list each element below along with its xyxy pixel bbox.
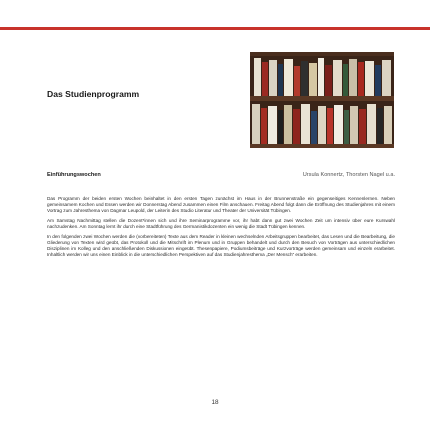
page-number: 18: [211, 399, 219, 406]
body-paragraph: In den folgenden zwei Wochen werden die (vorbereiteten) Texte aus dem Reader in kleinen wechselnden Arbeitsgruppen bearbeitet, das Lesen und die Bearbeitung, die Gliederung von Texten wird geübt, das Protokoll und die Mitschrift im Plenum und in Gruppen behandelt und durch den Besuch von Vorträgen aus unterschiedlichen Disziplinen im Kolleg und den anschließenden Diskussionen eingeübt. Thesenpapiere, Podiumsbeiträge und Kurzvorträge werden gemeinsam und einzeln erarbeitet. Inhaltlich werden wir uns einen Einblick in die unterschiedlichen Perspektiven auf das Studienjahresthema „Der Mensch“ erarbeiten.: [47, 233, 395, 257]
section-title: Einführungswochen: [47, 172, 101, 178]
body-paragraph: Am Samstag Nachmittag stellen die Dozent*innen sich und ihre Seminarprogramme vor, ihr habt dann gut zwei Wochen Zeit um intensiv über eure Kurswahl nachzudenken. Am Sonntag lernt ihr durch eine Stadtführung des Germanistikdozenten ein wenig die Stadt Tübingen kennen.: [47, 217, 395, 229]
bookshelf-illustration: [250, 52, 394, 148]
section-header: [47, 172, 395, 178]
section-authors: Ursula Konnertz, Thorsten Nagel u.a.: [302, 172, 395, 178]
header-rule: [0, 27, 430, 30]
section-body: [47, 196, 395, 262]
page-header-band: [0, 0, 430, 27]
body-paragraph: Das Programm der beiden ersten Wochen beinhaltet in den ersten Tagen zunächst im Haus in der Brunnenstraße ein gegenseitiges Kennenlernen. Neben gemeinsamem Kochen und Essen werden wir Donnerstag Abend zusammen einen Film anschauen. Freitag Abend folgt dann die Eröffnung des Studienjahres mit einem Vortrag zum Jahresthema von Dagmar Leupold, der Leiterin des Studio Literatur und Theater der Universität Tübingen.: [47, 196, 395, 214]
page-title: Das Studienprogramm: [47, 89, 140, 99]
bookshelf-photo: [250, 52, 394, 148]
